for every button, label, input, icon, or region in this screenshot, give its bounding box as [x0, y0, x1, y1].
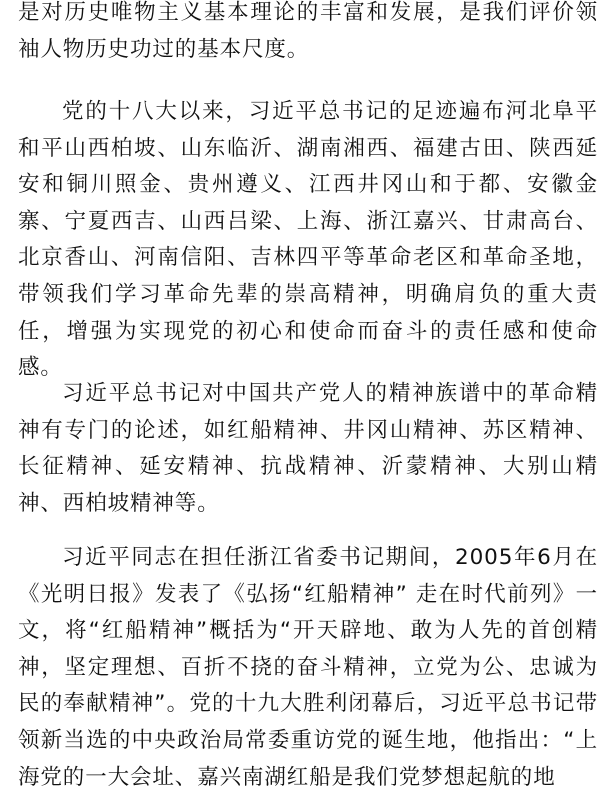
- paragraph-revolutionary-spirit: 习近平总书记对中国共产党人的精神族谱中的革命精神有专门的论述，如红船精神、井冈山精神、苏区精神、长征精神、延安精神、抗战精神、沂蒙精神、大别山精神、西柏坡精神等。: [18, 381, 598, 516]
- paragraph-red-boat-spirit: 习近平同志在担任浙江省委书记期间，2005年6月在《光明日报》发表了《弘扬“红船精神” 走在时代前列》一文，将“红船精神”概括为“开天辟地、敢为人先的首创精神，坚定理想、百折不挠的奋斗精神，立党为公、忠诚为民的奉献精神”。党的十九大胜利闭幕后，习近平总书记带领新当选的中央政治局常委重访党的诞生地，他指出：“上海党的一大会址、嘉兴南湖红船是我们党梦想起航的地: [18, 545, 598, 790]
- paragraph-footprints: 党的十八大以来，习近平总书记的足迹遍布河北阜平和平山西柏坡、山东临沂、湖南湘西、福建古田、陕西延安和铜川照金、贵州遵义、江西井冈山和于都、安徽金寨、宁夏西吉、山西吕梁、上海、浙江嘉兴、甘肃高台、北京香山、河南信阳、吉林四平等革命老区和革命圣地，带领我们学习革命先辈的崇高精神，明确肩负的重大责任，增强为实现党的初心和使命而奋斗的责任感和使命感。: [18, 99, 598, 381]
- paragraph-continued: 是对历史唯物主义基本理论的丰富和发展，是我们评价领袖人物历史功过的基本尺度。: [18, 0, 598, 62]
